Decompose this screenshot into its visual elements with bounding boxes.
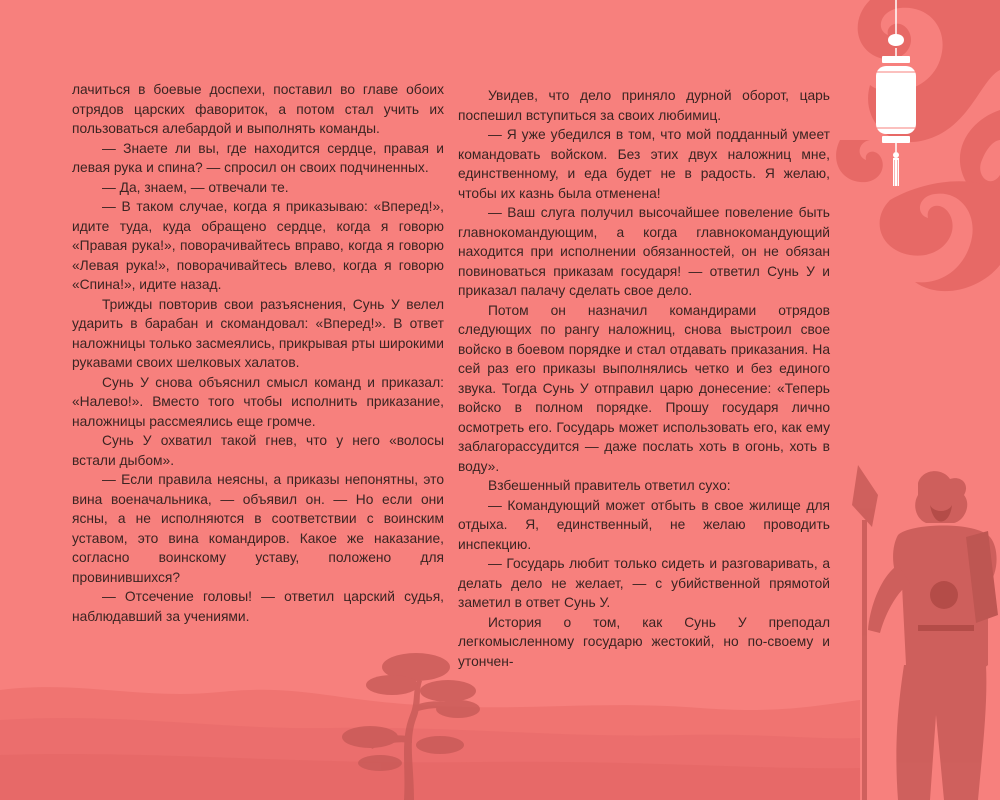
paragraph: Трижды повторив свои разъяснения, Сунь У велел ударить в барабан и скомандовал: «Вперед!». В ответ наложницы только засмеялись, прикрывая рты широкими рукавами своих шелковых халатов. <box>72 296 444 370</box>
warrior-figure <box>838 465 1000 800</box>
paragraph: Потом он назначил командирами отрядов следующих по рангу наложниц, снова выстроил свое войско в боевом порядке и стал отдавать приказания. На сей раз его приказы выполнялись четко и без единого звука. Тогда Сунь У отправил царю донесение: «Теперь войско в полном порядке. Прошу государя лично осмотреть его. Государь может использовать его, как ему заблагорассудится — даже послать хоть в огонь, хоть в воду». <box>458 302 830 474</box>
paragraph: Взбешенный правитель ответил сухо: <box>488 478 731 493</box>
paragraph: История о том, как Сунь У преподал легкомысленному государю жестокий, но по-своему и утончен- <box>458 614 830 669</box>
right-text-column <box>458 86 830 671</box>
paragraph: — Я уже убедился в том, что мой подданный умеет командовать войском. Без этих двух наложниц мне, единственному, и еда будет не в радость. Я желаю, чтобы их казнь была отменена! <box>458 127 830 201</box>
paragraph: — Командующий может отбыть в свое жилище для отдыха. Я, единственный, не желаю проводить инспекцию. <box>458 497 830 552</box>
paragraph: — Государь любит только сидеть и разговаривать, а делать дело не желает, — с убийственной прямотой заметил в ответ Сунь У. <box>458 556 830 610</box>
left-text-column <box>72 80 444 626</box>
paragraph: Сунь У снова объяснил смысл команд и приказал: «Налево!». Вместо того чтобы исполнить приказание, наложницы рассмеялись еще громче. <box>72 374 444 429</box>
paragraph: — Если правила неясны, а приказы непонятны, это вина военачальника, — объявил он. — Но если они ясны, а не исполняются в соответствии с воинским уставом, это вина командиров. Какое же наказание, согласно воинскому уставу, положено для провинившихся? <box>72 472 444 585</box>
paragraph: — Ваш слуга получил высочайшее повеление быть главнокомандующим, а когда главнокомандующий находится при исполнении обязанностей, он не обязан повиноваться приказам государя! — ответил Сунь У и приказал палачу сделать свое дело. <box>458 205 830 298</box>
hanging-lantern-icon <box>862 0 930 200</box>
paragraph: — Да, знаем, — отвечали те. <box>102 179 289 195</box>
paragraph: — В таком случае, когда я приказываю: «Вперед!», идите туда, куда обращено сердце, когда я говорю «Правая рука!», поворачивайтесь вправо, когда я говорю «Левая рука!», поворачивайтесь влево, когда я говорю «Спина!», идите назад. <box>72 199 444 292</box>
paragraph: Сунь У охватил такой гнев, что у него «волосы встали дыбом». <box>72 433 444 468</box>
paragraph: Увидев, что дело приняло дурной оборот, царь поспешил вступиться за своих любимиц. <box>458 88 830 123</box>
paragraph: — Отсечение головы! — ответил царский судья, наблюдавший за учениями. <box>72 589 444 624</box>
paragraph: — Знаете ли вы, где находится сердце, правая и левая рука и спина? — спросил он своих подчиненных. <box>72 140 444 175</box>
paragraph: лачиться в боевые доспехи, поставил во главе обоих отрядов царских фавориток, а потом стал учить их пользоваться алебардой и выполнять команды. <box>72 82 444 136</box>
